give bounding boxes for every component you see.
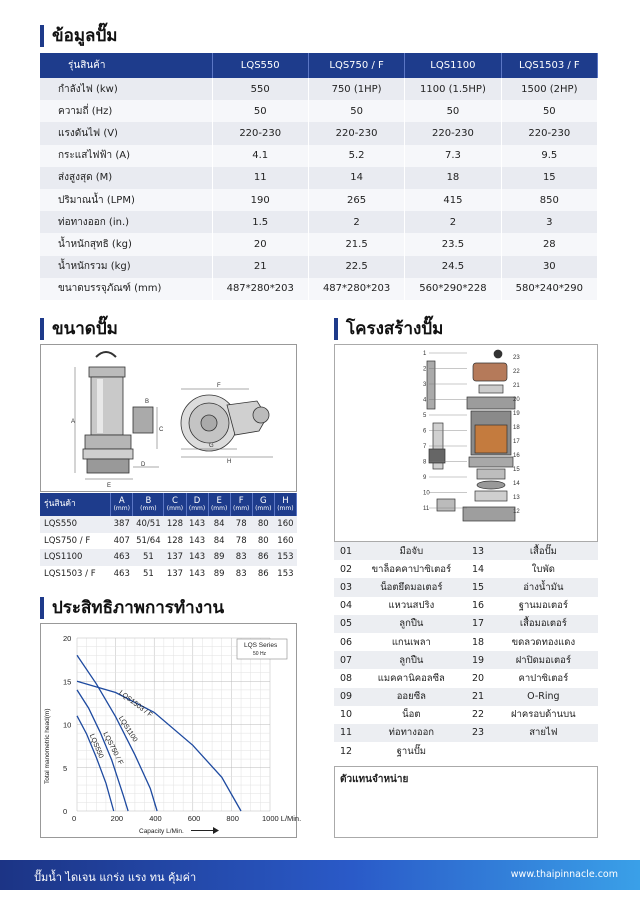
structure-callout-number: 11 — [423, 506, 430, 512]
spec-section-title — [40, 22, 117, 49]
part-name: ขดลวดทองแดง — [489, 633, 598, 651]
dimension-table — [40, 493, 297, 582]
spec-cell: 850 — [501, 189, 597, 211]
dimension-cell: 89 — [213, 568, 225, 579]
svg-text:C: C — [159, 427, 164, 433]
dimension-column-unit: (mm) — [166, 504, 184, 512]
spec-cell: 50 — [405, 100, 501, 122]
spec-cell: 7.3 — [405, 145, 501, 167]
spec-cell: 14 — [308, 167, 404, 189]
dimension-column-letter: C — [172, 495, 178, 506]
structure-callout-number: 2 — [423, 366, 427, 373]
svg-text:E: E — [107, 483, 112, 489]
dimension-cell: 153 — [274, 549, 296, 566]
spec-cell: 15 — [501, 167, 597, 189]
part-name: มือจับ — [357, 542, 466, 560]
dimension-column-letter: E — [216, 495, 222, 506]
dimension-column-unit: (mm) — [255, 504, 272, 512]
spec-cell: 24.5 — [405, 256, 501, 278]
dimension-model-header: รุ่นสินค้า — [40, 493, 111, 516]
dimension-cell: 83 — [235, 568, 247, 579]
spec-cell: 50 — [308, 100, 404, 122]
structure-callout-number: 17 — [513, 439, 520, 445]
dimension-column-header — [230, 493, 252, 516]
spec-row — [40, 233, 598, 255]
dimension-column-letter: G — [259, 495, 267, 506]
dimension-cell: 160 — [277, 535, 294, 546]
dimension-cell: 78 — [230, 516, 252, 533]
spec-row — [40, 211, 598, 233]
spec-row-label: ปริมาณน้ำ (LPM) — [40, 189, 212, 211]
dimension-cell: 387 — [111, 516, 133, 533]
spec-row-label: น้ำหนักรวม (kg) — [40, 256, 212, 278]
dimension-column-letter: B — [145, 495, 152, 506]
spec-row — [40, 278, 598, 300]
dimension-title: ขนาดปั๊ม — [52, 319, 118, 339]
spec-cell: 220-230 — [501, 122, 597, 144]
part-name: เสื้อปั๊ม — [489, 542, 598, 560]
footer-slogan: ปั๊มน้ำ ไดเจน แกร่ง แรง ทน คุ้มค่า — [34, 871, 197, 884]
dealer-box — [334, 766, 598, 838]
structure-callout-number: 13 — [513, 495, 520, 501]
structure-callout-number: 19 — [513, 411, 520, 417]
spec-cell: 2 — [405, 211, 501, 233]
spec-cell: 220-230 — [308, 122, 404, 144]
part-number: 12 — [334, 742, 357, 760]
dimension-cell: 153 — [277, 568, 294, 579]
structure-title: โครงสร้างปั๊ม — [346, 319, 444, 339]
structure-section-title — [334, 315, 443, 342]
legend-title: LQS Series — [244, 642, 278, 649]
part-number: 04 — [334, 597, 357, 615]
spec-row-label: ส่งสูงสุด (M) — [40, 167, 212, 189]
parts-row — [334, 615, 598, 633]
structure-callout-number: 16 — [513, 453, 520, 459]
spec-cell: 22.5 — [308, 256, 404, 278]
y-tick-label: 20 — [63, 634, 72, 643]
dimension-cell: 80 — [252, 516, 274, 533]
dealer-label: ตัวแทนจำหน่าย — [340, 774, 409, 785]
structure-callout-number: 10 — [423, 490, 430, 497]
part-name: ฝาครอบด้านบน — [489, 706, 598, 724]
parts-row — [334, 633, 598, 651]
parts-row — [334, 651, 598, 669]
dimension-column-unit: (mm) — [233, 504, 250, 512]
dimension-column-header — [208, 493, 230, 516]
structure-callout-number: 18 — [513, 425, 520, 431]
svg-text:D: D — [141, 462, 146, 468]
parts-table — [334, 542, 598, 760]
part-name: แมคคานิคอลซีล — [357, 669, 466, 687]
title-accent-bar — [40, 597, 44, 619]
part-name: O-Ring — [489, 688, 598, 706]
parts-row — [334, 706, 598, 724]
footer-bar — [0, 860, 640, 890]
svg-text:A: A — [71, 419, 76, 425]
dimension-column-header — [133, 493, 164, 516]
spec-cell: 23.5 — [405, 233, 501, 255]
part-name: เสื้อมอเตอร์ — [489, 615, 598, 633]
spec-header-cell: รุ่นสินค้า — [40, 53, 212, 78]
part-number — [466, 742, 489, 760]
spec-row — [40, 167, 598, 189]
part-name: ลูกปืน — [357, 615, 466, 633]
dimension-model: LQS750 / F — [44, 535, 91, 546]
parts-row — [334, 742, 598, 760]
spec-header-cell: LQS550 — [212, 53, 308, 78]
chart-legend — [237, 639, 287, 659]
spec-row — [40, 100, 598, 122]
pump-exploded-drawing — [334, 344, 598, 542]
performance-section-title — [40, 594, 224, 621]
part-number: 11 — [334, 724, 357, 742]
dimension-cell: 40/51 — [133, 516, 164, 533]
dimension-column-header — [186, 493, 208, 516]
spec-cell: 750 (1HP) — [308, 78, 404, 100]
spec-cell: 220-230 — [405, 122, 501, 144]
spec-row-label: กำลังไฟ (kw) — [40, 78, 212, 100]
dimension-column-letter: D — [193, 495, 201, 506]
part-number: 09 — [334, 688, 357, 706]
dimension-cell: 143 — [186, 549, 208, 566]
spec-cell: 28 — [501, 233, 597, 255]
dimension-cell: 143 — [188, 535, 206, 546]
spec-row — [40, 189, 598, 211]
dimension-cell: 78 — [235, 535, 247, 546]
svg-text:B: B — [145, 399, 150, 405]
footer-website-link[interactable]: www.thaipinnacle.com — [510, 869, 618, 880]
performance-title: ประสิทธิภาพการทำงาน — [52, 598, 225, 618]
dimension-model: LQS550 — [40, 516, 111, 533]
spec-cell: 50 — [501, 100, 597, 122]
spec-row-label: น้ำหนักสุทธิ (kg) — [40, 233, 212, 255]
series-label: LQS1100 — [116, 715, 139, 744]
structure-callout-number: 14 — [513, 481, 520, 487]
structure-callout-number: 15 — [513, 467, 520, 473]
spec-header-cell: LQS750 / F — [308, 53, 404, 78]
part-name: แหวนสปริง — [357, 597, 466, 615]
structure-callout-number: 20 — [513, 397, 520, 403]
part-number: 10 — [334, 706, 357, 724]
part-number: 15 — [466, 578, 489, 596]
spec-row — [40, 122, 598, 144]
parts-row — [334, 669, 598, 687]
dimension-cell: 128 — [164, 516, 186, 533]
spec-cell: 580*240*290 — [501, 278, 597, 300]
spec-cell: 11 — [212, 167, 308, 189]
part-name: ขาล็อคคาปาซิเตอร์ — [357, 560, 466, 578]
structure-callout-number: 23 — [513, 355, 520, 361]
spec-cell: 4.1 — [212, 145, 308, 167]
dimension-cell: 137 — [166, 568, 184, 579]
dimension-column-unit: (mm) — [188, 504, 206, 512]
structure-callout-number: 8 — [423, 459, 427, 466]
structure-callout-number: 5 — [423, 413, 427, 419]
dimension-cell: 463 — [113, 568, 130, 579]
spec-cell: 50 — [212, 100, 308, 122]
svg-text:H: H — [227, 459, 232, 465]
title-accent-bar — [40, 318, 44, 340]
dimension-cell: 86 — [257, 568, 269, 579]
part-name: น็อต — [357, 706, 466, 724]
parts-row — [334, 578, 598, 596]
title-accent-bar — [334, 318, 338, 340]
dimension-column-letter: F — [238, 495, 244, 506]
parts-row — [334, 560, 598, 578]
x-axis-arrow-icon — [191, 827, 219, 834]
x-tick-label: 800 — [226, 814, 239, 823]
y-tick-label: 10 — [63, 720, 72, 730]
parts-row — [334, 688, 598, 706]
spec-cell: 190 — [212, 189, 308, 211]
dimension-column-letter: H — [282, 495, 289, 506]
dimension-cell: 51 — [133, 549, 164, 566]
spec-cell: 21 — [212, 256, 308, 278]
part-name: คาปาซิเตอร์ — [489, 669, 598, 687]
part-name: สายไฟ — [489, 724, 598, 742]
dimension-cell: 89 — [208, 549, 230, 566]
part-number: 18 — [466, 633, 489, 651]
x-tick-label: 400 — [149, 814, 162, 823]
y-tick-label: 15 — [63, 677, 72, 687]
dimension-cell: 80 — [257, 535, 269, 546]
dimension-column-unit: (mm) — [113, 504, 130, 512]
dimension-cell: 160 — [274, 516, 296, 533]
spec-cell: 1100 (1.5HP) — [405, 78, 501, 100]
series-label: LQS750 / F — [101, 731, 124, 767]
part-number: 02 — [334, 560, 357, 578]
dimension-column-header — [164, 493, 186, 516]
y-tick-label: 0 — [63, 807, 68, 816]
structure-callout-number: 21 — [513, 383, 520, 389]
part-number: 19 — [466, 651, 489, 669]
spec-cell: 3 — [501, 211, 597, 233]
part-name: น็อตยึดมอเตอร์ — [357, 578, 466, 596]
spec-cell: 18 — [405, 167, 501, 189]
title-accent-bar — [40, 25, 44, 47]
spec-row — [40, 145, 598, 167]
pump-dimension-drawing — [40, 344, 297, 492]
part-number: 17 — [466, 615, 489, 633]
spec-cell: 30 — [501, 256, 597, 278]
series-curve — [77, 681, 241, 811]
x-tick-label: 1000 L/Min. — [262, 814, 302, 823]
part-name: ฐานมอเตอร์ — [489, 597, 598, 615]
dimension-column-header — [274, 493, 296, 516]
structure-callout-number: 7 — [423, 444, 427, 450]
part-number: 23 — [466, 724, 489, 742]
spec-cell: 220-230 — [212, 122, 308, 144]
part-number: 08 — [334, 669, 357, 687]
part-number: 03 — [334, 578, 357, 596]
spec-cell: 550 — [212, 78, 308, 100]
spec-cell: 5.2 — [308, 145, 404, 167]
part-name: ฐานปั๊ม — [357, 742, 466, 760]
part-name: แกนเพลา — [357, 633, 466, 651]
dimension-cell: 128 — [166, 535, 184, 546]
spec-header-row — [40, 53, 598, 78]
spec-row-label: กระแสไฟฟ้า (A) — [40, 145, 212, 167]
structure-callout-number: 9 — [423, 475, 427, 481]
dimension-model: LQS1100 — [40, 549, 111, 566]
x-tick-label: 600 — [187, 814, 201, 823]
dimension-row — [40, 566, 297, 583]
spec-cell: 487*280*203 — [212, 278, 308, 300]
dimension-column-unit: (mm) — [277, 504, 294, 512]
spec-row-label: ขนาดบรรจุภัณฑ์ (mm) — [40, 278, 212, 300]
structure-callout-number: 4 — [423, 397, 427, 404]
spec-row — [40, 256, 598, 278]
part-number: 06 — [334, 633, 357, 651]
parts-row — [334, 542, 598, 560]
structure-callout-number: 6 — [423, 428, 427, 435]
dimension-cell: 51/64 — [136, 535, 161, 546]
dimension-cell: 84 — [213, 535, 225, 546]
spec-row — [40, 78, 598, 100]
spec-cell: 20 — [212, 233, 308, 255]
parts-row — [334, 724, 598, 742]
legend-subtitle: 50 Hz — [253, 651, 267, 657]
x-tick-label: 200 — [110, 814, 124, 823]
dimension-column-header — [252, 493, 274, 516]
dimension-cell: 143 — [188, 568, 206, 579]
performance-chart — [40, 623, 302, 838]
spec-cell: 487*280*203 — [308, 278, 404, 300]
y-axis-label: Total manometric head(m) — [44, 708, 51, 784]
dimension-section-title — [40, 315, 118, 342]
structure-callout-number: 12 — [513, 509, 520, 515]
spec-cell: 415 — [405, 189, 501, 211]
spec-title: ข้อมูลปั๊ม — [52, 26, 118, 46]
dimension-cell: 83 — [230, 549, 252, 566]
dimension-cell: 137 — [164, 549, 186, 566]
dimension-model: LQS1503 / F — [44, 568, 96, 579]
spec-cell: 2 — [308, 211, 404, 233]
part-name: ใบพัด — [489, 560, 598, 578]
part-number: 20 — [466, 669, 489, 687]
spec-cell: 265 — [308, 189, 404, 211]
spec-cell: 1500 (2HP) — [501, 78, 597, 100]
dimension-cell: 86 — [252, 549, 274, 566]
spec-cell: 1.5 — [212, 211, 308, 233]
series-label: LQS550 — [87, 733, 105, 760]
dimension-header-row — [40, 493, 297, 516]
dimension-cell: 463 — [111, 549, 133, 566]
part-number: 07 — [334, 651, 357, 669]
part-number: 16 — [466, 597, 489, 615]
dimension-row — [40, 533, 297, 550]
dimension-column-unit: (mm) — [140, 504, 157, 512]
structure-callout-number: 3 — [423, 382, 427, 388]
part-number: 22 — [466, 706, 489, 724]
spec-cell: 9.5 — [501, 145, 597, 167]
part-name: ออยซีล — [357, 688, 466, 706]
y-tick-label: 5 — [63, 763, 68, 773]
spec-cell: 21.5 — [308, 233, 404, 255]
dimension-cell: 84 — [208, 516, 230, 533]
part-number: 05 — [334, 615, 357, 633]
part-number: 01 — [334, 542, 357, 560]
spec-header-cell: LQS1503 / F — [501, 53, 597, 78]
dimension-column-letter: A — [118, 495, 125, 506]
spec-table — [40, 53, 598, 300]
part-name: ฝาปิดมอเตอร์ — [489, 651, 598, 669]
dimension-row — [40, 516, 297, 533]
spec-cell: 560*290*228 — [405, 278, 501, 300]
spec-row-label: แรงดันไฟ (V) — [40, 122, 212, 144]
dimension-cell: 143 — [186, 516, 208, 533]
part-name — [489, 742, 598, 760]
part-name: อ่างน้ำมัน — [489, 578, 598, 596]
structure-callout-number: 22 — [513, 369, 520, 375]
series-label: LQS1503 / F — [117, 689, 154, 719]
part-number: 21 — [466, 688, 489, 706]
x-tick-label: 0 — [72, 814, 77, 823]
part-name: ท่อทางออก — [357, 724, 466, 742]
dimension-cell: 51 — [142, 568, 154, 579]
structure-callout-number: 1 — [423, 351, 427, 357]
parts-row — [334, 597, 598, 615]
dimension-cell: 407 — [113, 535, 130, 546]
spec-header-cell: LQS1100 — [405, 53, 501, 78]
dimension-column-unit: (mm) — [210, 504, 228, 512]
part-number: 13 — [466, 542, 489, 560]
x-axis-label: Capacity L/Min. — [139, 828, 184, 835]
svg-text:G: G — [209, 443, 214, 449]
spec-row-label: ท่อทางออก (in.) — [40, 211, 212, 233]
part-name: ลูกปืน — [357, 651, 466, 669]
dimension-row — [40, 549, 297, 566]
spec-row-label: ความถี่ (Hz) — [40, 100, 212, 122]
dimension-column-header — [111, 493, 133, 516]
part-number: 14 — [466, 560, 489, 578]
svg-text:F: F — [217, 383, 221, 389]
